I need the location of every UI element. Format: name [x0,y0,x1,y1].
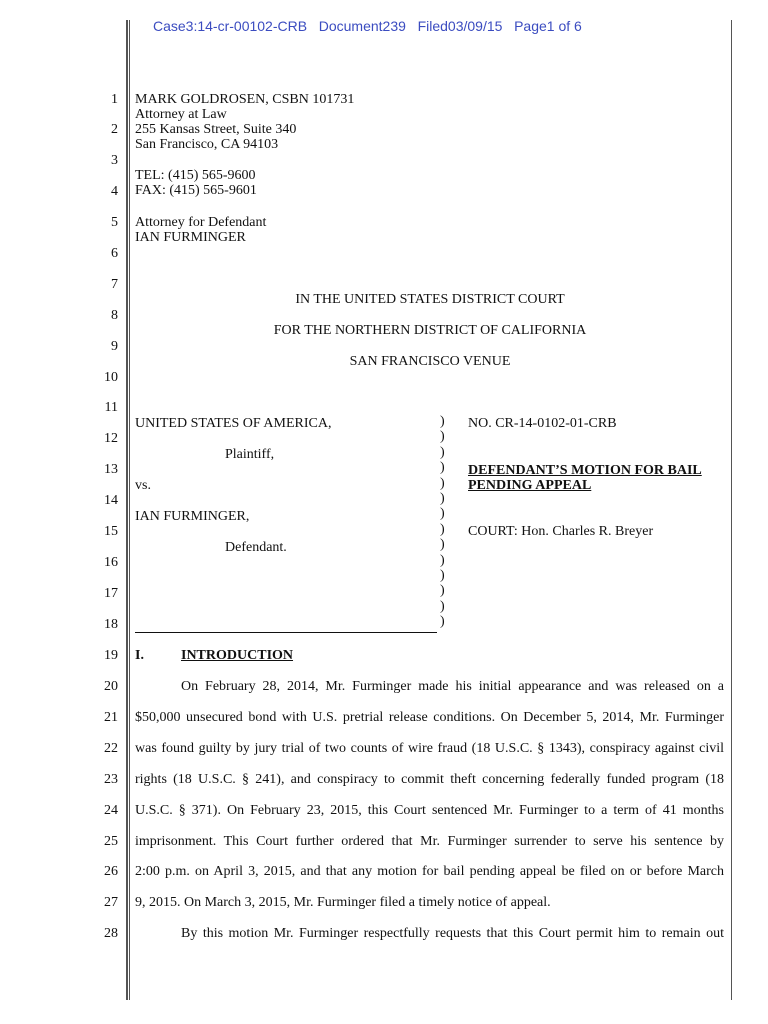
line-number: 4 [111,184,118,199]
body-line: rights (18 U.S.C. § 241), and conspiracy to commit theft concerning federally funded program (18 [135,772,724,787]
line-number: 13 [104,462,118,477]
body-line: 2:00 p.m. on April 3, 2015, and that any motion for bail pending appeal be filed on or before March [135,864,724,879]
line-number: 14 [104,493,118,508]
judge-assignment: COURT: Hon. Charles R. Breyer [468,524,654,539]
caption-defendant: IAN FURMINGER, [135,509,250,524]
attorney-title: Attorney at Law [135,107,227,122]
line-number: 9 [111,339,118,354]
line-number: 20 [104,679,118,694]
line-number: 11 [104,400,118,415]
line-number: 18 [104,617,118,632]
document-header: Case3:14-cr-00102-CRB Document239 Filed03/09/15 Page1 of 6 [153,18,582,34]
body-line: By this motion Mr. Furminger respectfully requests that this Court permit him to remain out [181,926,724,941]
line-number: 22 [104,741,118,756]
attorney-role: Attorney for Defendant [135,215,267,230]
line-number: 12 [104,431,118,446]
attorney-name: MARK GOLDROSEN, CSBN 101731 [135,92,355,107]
body-line: imprisonment. This Court further ordered that Mr. Furminger surrender to serve his sentence by [135,834,724,849]
line-number: 25 [104,834,118,849]
case-number: NO. CR-14-0102-01-CRB [468,416,617,431]
body-line: U.S.C. § 371). On February 23, 2015, this Court sentenced Mr. Furminger to a term of 41 months [135,803,724,818]
line-number: 27 [104,895,118,910]
line-number: 7 [111,277,118,292]
attorney-client: IAN FURMINGER [135,230,246,245]
line-number: 2 [111,122,118,137]
body-line: 9, 2015. On March 3, 2015, Mr. Furminger filed a timely notice of appeal. [135,895,551,910]
caption-plaintiff: UNITED STATES OF AMERICA, [135,416,332,431]
right-margin-rule [731,20,732,1000]
line-number: 23 [104,772,118,787]
line-number: 16 [104,555,118,570]
caption-defendant-role: Defendant. [225,540,287,555]
caption-plaintiff-role: Plaintiff, [225,447,275,462]
caption-rule [135,632,437,633]
caption-parentheses: ) ) ) ) ) ) ) ) ) ) ) ) ) ) [440,414,445,630]
body-line: On February 28, 2014, Mr. Furminger made his initial appearance and was released on a [181,679,724,694]
line-number: 5 [111,215,118,230]
line-number: 8 [111,308,118,323]
line-number: 15 [104,524,118,539]
section-title: INTRODUCTION [181,648,294,663]
court-name: IN THE UNITED STATES DISTRICT COURT [295,292,565,307]
attorney-street: 255 Kansas Street, Suite 340 [135,122,297,137]
motion-title-line2: PENDING APPEAL [468,478,592,493]
body-line: was found guilty by jury trial of two counts of wire fraud (18 U.S.C. § 1343), conspiracy against civil [135,741,724,756]
line-number: 17 [104,586,118,601]
section-number: I. [135,648,144,663]
line-number: 1 [111,92,118,107]
line-number: 28 [104,926,118,941]
left-margin-rule [126,20,128,1000]
body-line: $50,000 unsecured bond with U.S. pretrial release conditions. On December 5, 2014, Mr. Furminger [135,710,724,725]
line-number: 19 [104,648,118,663]
attorney-city: San Francisco, CA 94103 [135,137,279,152]
attorney-tel: TEL: (415) 565-9600 [135,168,256,183]
line-number: 24 [104,803,118,818]
line-number: 21 [104,710,118,725]
motion-title-line1: DEFENDANT’S MOTION FOR BAIL [468,463,702,478]
line-number: 3 [111,153,118,168]
attorney-fax: FAX: (415) 565-9601 [135,183,257,198]
court-venue: SAN FRANCISCO VENUE [349,354,511,369]
line-number: 6 [111,246,118,261]
caption-vs: vs. [135,478,151,493]
left-margin-rule-inner [129,20,130,1000]
line-number: 26 [104,864,118,879]
court-district: FOR THE NORTHERN DISTRICT OF CALIFORNIA [273,323,587,338]
line-number: 10 [104,370,118,385]
